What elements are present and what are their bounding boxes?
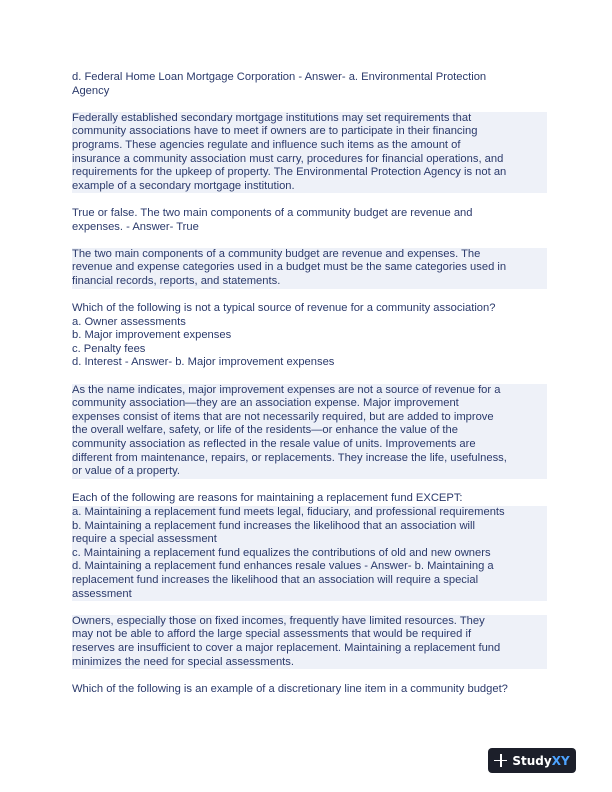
text-line: a. Maintaining a replacement fund meets legal, fiduciary, and professional requirements bbox=[72, 506, 547, 520]
text-line: d. Federal Home Loan Mortgage Corporation - Answer- a. Environmental Protection bbox=[72, 71, 487, 83]
text-line: assessment bbox=[72, 588, 547, 602]
logo-suffix: XY bbox=[551, 753, 570, 768]
text-line: a. Owner assessments bbox=[72, 315, 186, 328]
text-line: Each of the following are reasons for maintaining a replacement fund EXCEPT: bbox=[72, 492, 463, 505]
text-line: replacement fund increases the likelihood that an association will require a special bbox=[72, 574, 547, 588]
text-line: may not be able to afford the large special assessments that would be required if bbox=[72, 628, 547, 642]
text-line: b. Maintaining a replacement fund increases the likelihood that an association will bbox=[72, 520, 547, 534]
text-line: financial records, reports, and statements. bbox=[72, 275, 547, 289]
text-line: Which of the following is not a typical source of revenue for a community association? bbox=[72, 302, 496, 315]
text-line: different from maintenance, repairs, or replacements. They increase the life, usefulness, bbox=[72, 452, 547, 466]
text-line: community association as reflected in the resale value of units. Improvements are bbox=[72, 438, 547, 452]
text-line: expenses consist of items that are not necessarily required, but are added to improve bbox=[72, 411, 547, 425]
text-line: programs. These agencies regulate and influence such items as the amount of bbox=[72, 139, 547, 153]
paragraph-question-1 bbox=[72, 71, 547, 98]
text-line: revenue and expense categories used in a budget must be the same categories used in bbox=[72, 261, 547, 275]
paragraph-explanation-3 bbox=[72, 384, 547, 479]
text-line: require a special assessment bbox=[72, 533, 547, 547]
text-line: community associations have to meet if owners are to participate in their financing bbox=[72, 125, 547, 139]
paragraph-question-4 bbox=[72, 492, 547, 601]
text-line: Agency bbox=[72, 84, 110, 97]
text-line: c. Maintaining a replacement fund equalizes the contributions of old and new owners bbox=[72, 547, 547, 561]
text-line: expenses. - Answer- True bbox=[72, 220, 199, 233]
text-line: As the name indicates, major improvement expenses are not a source of revenue for a bbox=[72, 384, 547, 398]
text-line: b. Major improvement expenses bbox=[72, 329, 232, 342]
paragraph-explanation-4 bbox=[72, 615, 547, 669]
text-line: True or false. The two main components of a community budget are revenue and bbox=[72, 206, 473, 219]
text-line: d. Interest - Answer- b. Major improvement expenses bbox=[72, 356, 335, 369]
paragraph-explanation-2 bbox=[72, 248, 547, 289]
logo-text bbox=[512, 754, 569, 768]
text-line: Which of the following is an example of a discretionary line item in a community budget? bbox=[72, 682, 508, 695]
plus-icon bbox=[494, 754, 507, 767]
text-line: reserves are insufficient to cover a major replacement. Maintaining a replacement fund bbox=[72, 642, 547, 656]
studyxy-logo[interactable] bbox=[488, 748, 576, 773]
text-line: Owners, especially those on fixed incomes, frequently have limited resources. They bbox=[72, 615, 547, 629]
paragraph-question-5 bbox=[72, 683, 547, 697]
text-line: insurance a community association must carry, procedures for financial operations, and bbox=[72, 153, 547, 167]
text-line: c. Penalty fees bbox=[72, 342, 146, 355]
text-line: the overall welfare, safety, or life of the residents—or enhance the value of the bbox=[72, 424, 547, 438]
paragraph-explanation-1 bbox=[72, 112, 547, 194]
text-line: example of a secondary mortgage institution. bbox=[72, 180, 547, 194]
document-page bbox=[72, 71, 547, 710]
text-line: minimizes the need for special assessments. bbox=[72, 656, 547, 670]
paragraph-question-2 bbox=[72, 207, 547, 234]
text-line: Federally established secondary mortgage institutions may set requirements that bbox=[72, 112, 547, 126]
paragraph-question-3 bbox=[72, 302, 547, 370]
text-line: requirements for the upkeep of property. The Environmental Protection Agency is not an bbox=[72, 166, 547, 180]
text-line: d. Maintaining a replacement fund enhances resale values - Answer- b. Maintaining a bbox=[72, 560, 547, 574]
text-line: or value of a property. bbox=[72, 465, 547, 479]
logo-name: Study bbox=[512, 753, 552, 768]
text-line: community association—they are an association expense. Major improvement bbox=[72, 397, 547, 411]
text-line: The two main components of a community budget are revenue and expenses. The bbox=[72, 248, 547, 262]
